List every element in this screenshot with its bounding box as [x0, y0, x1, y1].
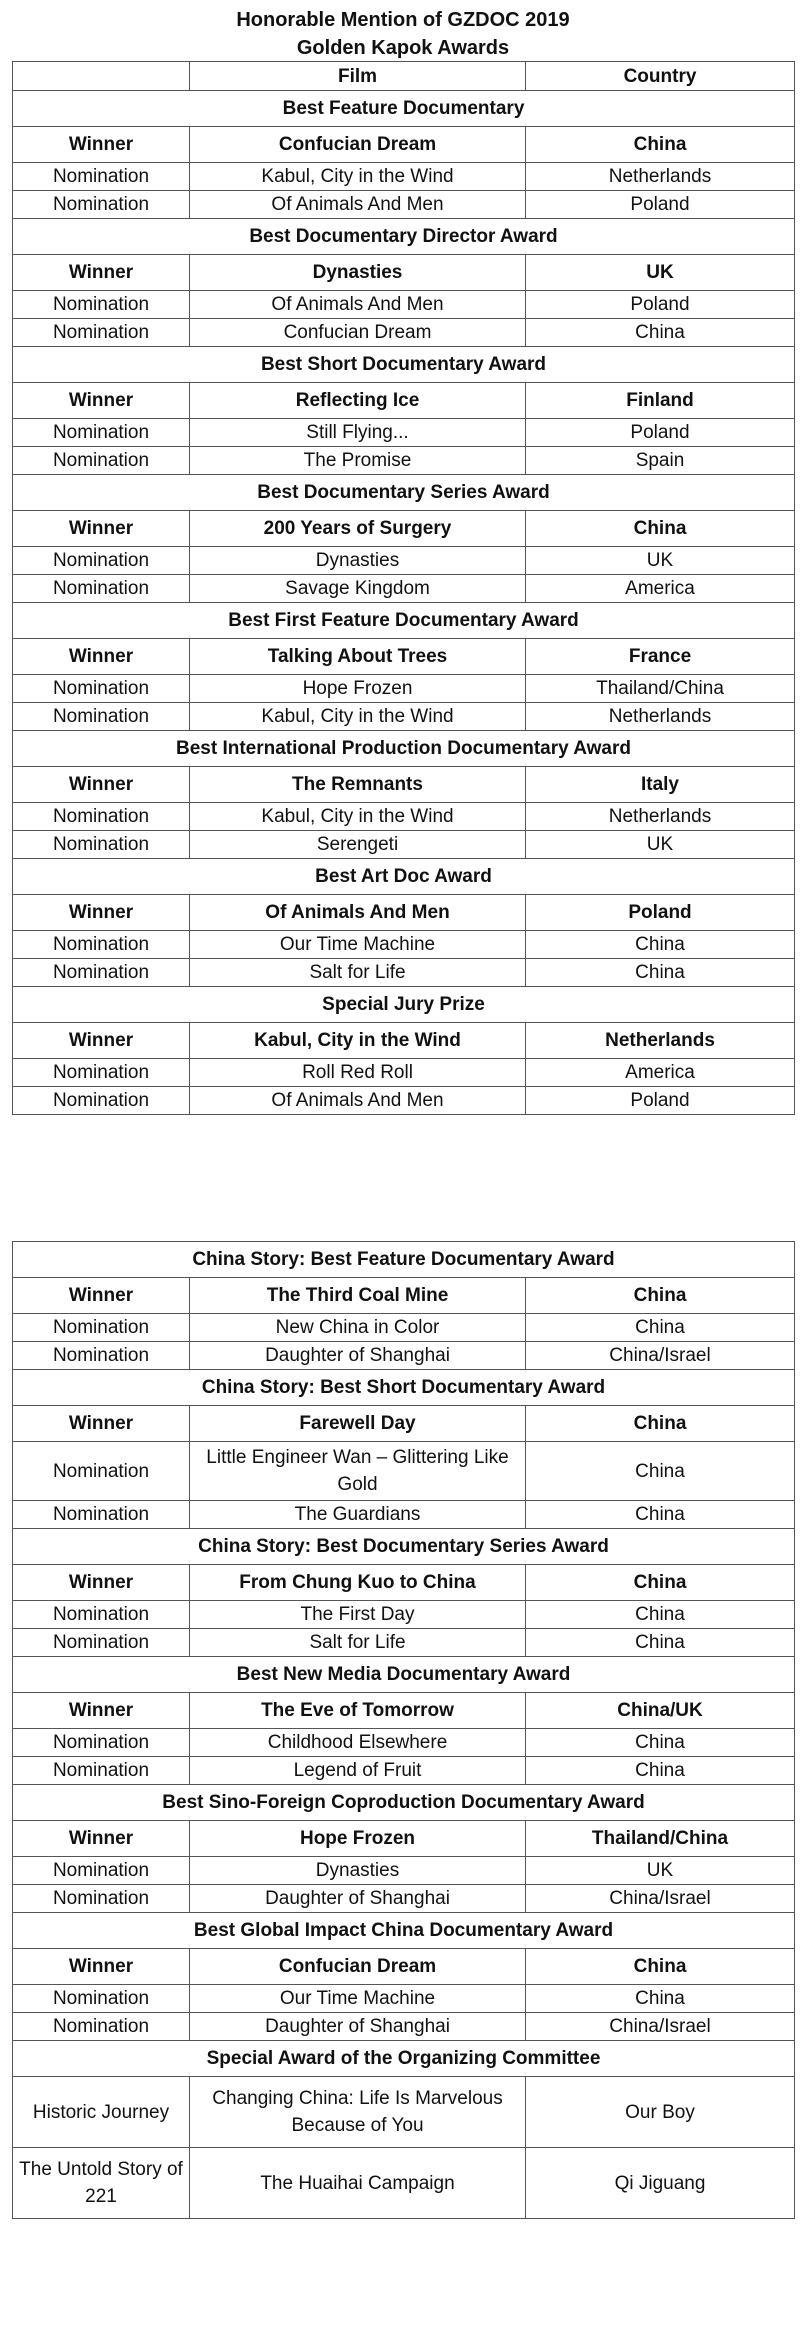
- category-title: Best Sino-Foreign Coproduction Documentary Award: [13, 1785, 795, 1821]
- special-award-row: [13, 2077, 795, 2148]
- role-cell: Nomination: [13, 1059, 190, 1087]
- country-cell: Netherlands: [526, 163, 795, 191]
- category-row: [13, 987, 795, 1023]
- winner-row: [13, 639, 795, 675]
- film-cell: The Guardians: [190, 1501, 526, 1529]
- film-cell: Of Animals And Men: [190, 1087, 526, 1115]
- nomination-row: [13, 703, 795, 731]
- film-cell: Of Animals And Men: [190, 291, 526, 319]
- film-cell: Confucian Dream: [190, 1949, 526, 1985]
- country-cell: America: [526, 1059, 795, 1087]
- category-title: Best International Production Documentary Award: [13, 731, 795, 767]
- role-cell: Nomination: [13, 163, 190, 191]
- role-cell: Nomination: [13, 1857, 190, 1885]
- country-cell: China: [526, 127, 795, 163]
- country-cell: China: [526, 1757, 795, 1785]
- category-row: [13, 1913, 795, 1949]
- country-cell: Poland: [526, 291, 795, 319]
- country-cell: China: [526, 1406, 795, 1442]
- role-cell: Nomination: [13, 1885, 190, 1913]
- special-award-cell: Changing China: Life Is Marvelous Because of You: [190, 2077, 526, 2148]
- nomination-row: [13, 191, 795, 219]
- country-cell: Poland: [526, 1087, 795, 1115]
- country-cell: China: [526, 511, 795, 547]
- category-title: Best Global Impact China Documentary Award: [13, 1913, 795, 1949]
- country-cell: America: [526, 575, 795, 603]
- role-cell: Nomination: [13, 1729, 190, 1757]
- film-cell: The Remnants: [190, 767, 526, 803]
- role-cell: Nomination: [13, 575, 190, 603]
- country-cell: Thailand/China: [526, 1821, 795, 1857]
- role-cell: Nomination: [13, 547, 190, 575]
- role-cell: Nomination: [13, 703, 190, 731]
- role-cell: Nomination: [13, 1442, 190, 1501]
- role-cell: Winner: [13, 127, 190, 163]
- country-cell: Finland: [526, 383, 795, 419]
- country-cell: China/Israel: [526, 1342, 795, 1370]
- nomination-row: [13, 319, 795, 347]
- special-award-cell: The Untold Story of 221: [13, 2148, 190, 2219]
- country-cell: Netherlands: [526, 1023, 795, 1059]
- role-cell: Nomination: [13, 675, 190, 703]
- role-cell: Nomination: [13, 959, 190, 987]
- film-cell: Childhood Elsewhere: [190, 1729, 526, 1757]
- category-row: [13, 603, 795, 639]
- country-cell: UK: [526, 1857, 795, 1885]
- category-row: [13, 859, 795, 895]
- role-cell: Winner: [13, 639, 190, 675]
- film-cell: Serengeti: [190, 831, 526, 859]
- category-title: Best First Feature Documentary Award: [13, 603, 795, 639]
- role-cell: Nomination: [13, 803, 190, 831]
- role-cell: Winner: [13, 1278, 190, 1314]
- nomination-row: [13, 1314, 795, 1342]
- country-cell: China: [526, 1601, 795, 1629]
- country-cell: China: [526, 1629, 795, 1657]
- country-cell: UK: [526, 255, 795, 291]
- category-row: [13, 219, 795, 255]
- country-cell: China/Israel: [526, 2013, 795, 2041]
- nomination-row: [13, 1629, 795, 1657]
- category-title: Best Art Doc Award: [13, 859, 795, 895]
- film-cell: The Eve of Tomorrow: [190, 1693, 526, 1729]
- role-cell: Nomination: [13, 447, 190, 475]
- role-cell: Nomination: [13, 1985, 190, 2013]
- role-cell: Winner: [13, 511, 190, 547]
- nomination-row: [13, 1985, 795, 2013]
- special-award-cell: Qi Jiguang: [526, 2148, 795, 2219]
- role-cell: Winner: [13, 1949, 190, 1985]
- category-title: Best New Media Documentary Award: [13, 1657, 795, 1693]
- film-cell: Kabul, City in the Wind: [190, 1023, 526, 1059]
- role-cell: Winner: [13, 1023, 190, 1059]
- country-cell: Netherlands: [526, 803, 795, 831]
- film-cell: Of Animals And Men: [190, 895, 526, 931]
- film-cell: Savage Kingdom: [190, 575, 526, 603]
- winner-row: [13, 127, 795, 163]
- film-cell: Dynasties: [190, 1857, 526, 1885]
- header-cell-country: Country: [526, 62, 795, 91]
- header-cell-film: Film: [190, 62, 526, 91]
- category-row: [13, 2041, 795, 2077]
- country-cell: Poland: [526, 895, 795, 931]
- film-cell: Legend of Fruit: [190, 1757, 526, 1785]
- nomination-row: [13, 291, 795, 319]
- role-cell: Nomination: [13, 1501, 190, 1529]
- role-cell: Nomination: [13, 419, 190, 447]
- awards-table-international: [12, 61, 795, 1115]
- category-title: Best Short Documentary Award: [13, 347, 795, 383]
- film-cell: Kabul, City in the Wind: [190, 703, 526, 731]
- nomination-row: [13, 931, 795, 959]
- country-cell: UK: [526, 547, 795, 575]
- film-cell: Hope Frozen: [190, 1821, 526, 1857]
- film-cell: Still Flying...: [190, 419, 526, 447]
- film-cell: Roll Red Roll: [190, 1059, 526, 1087]
- category-title: Special Award of the Organizing Committee: [13, 2041, 795, 2077]
- film-cell: Farewell Day: [190, 1406, 526, 1442]
- film-cell: Hope Frozen: [190, 675, 526, 703]
- role-cell: Winner: [13, 895, 190, 931]
- nomination-row: [13, 1342, 795, 1370]
- country-cell: China: [526, 1314, 795, 1342]
- winner-row: [13, 1949, 795, 1985]
- special-award-cell: Historic Journey: [13, 2077, 190, 2148]
- nomination-row: [13, 1857, 795, 1885]
- film-cell: Talking About Trees: [190, 639, 526, 675]
- role-cell: Winner: [13, 255, 190, 291]
- nomination-row: [13, 675, 795, 703]
- nomination-row: [13, 2013, 795, 2041]
- category-row: [13, 475, 795, 511]
- film-cell: The First Day: [190, 1601, 526, 1629]
- role-cell: Nomination: [13, 931, 190, 959]
- film-cell: Confucian Dream: [190, 319, 526, 347]
- country-cell: France: [526, 639, 795, 675]
- film-cell: Daughter of Shanghai: [190, 1342, 526, 1370]
- role-cell: Nomination: [13, 1314, 190, 1342]
- country-cell: Netherlands: [526, 703, 795, 731]
- page-subtitle: Golden Kapok Awards: [296, 37, 510, 59]
- category-row: [13, 731, 795, 767]
- role-cell: Nomination: [13, 1601, 190, 1629]
- film-cell: Little Engineer Wan – Glittering Like Gold: [190, 1442, 526, 1501]
- nomination-row: [13, 419, 795, 447]
- film-cell: Daughter of Shanghai: [190, 2013, 526, 2041]
- film-cell: Of Animals And Men: [190, 191, 526, 219]
- category-row: [13, 347, 795, 383]
- winner-row: [13, 511, 795, 547]
- film-cell: Dynasties: [190, 547, 526, 575]
- nomination-row: [13, 163, 795, 191]
- nomination-row: [13, 1059, 795, 1087]
- film-cell: Dynasties: [190, 255, 526, 291]
- country-cell: UK: [526, 831, 795, 859]
- category-title: China Story: Best Documentary Series Award: [13, 1529, 795, 1565]
- role-cell: Nomination: [13, 319, 190, 347]
- nomination-row: [13, 575, 795, 603]
- header-cell-role: [13, 62, 190, 91]
- category-title: Best Documentary Series Award: [13, 475, 795, 511]
- nomination-row: [13, 1729, 795, 1757]
- role-cell: Winner: [13, 1821, 190, 1857]
- film-cell: Our Time Machine: [190, 931, 526, 959]
- nomination-row: [13, 1442, 795, 1501]
- role-cell: Winner: [13, 767, 190, 803]
- role-cell: Nomination: [13, 2013, 190, 2041]
- film-cell: Reflecting Ice: [190, 383, 526, 419]
- country-cell: Poland: [526, 419, 795, 447]
- nomination-row: [13, 803, 795, 831]
- winner-row: [13, 1821, 795, 1857]
- role-cell: Nomination: [13, 1757, 190, 1785]
- role-cell: Nomination: [13, 291, 190, 319]
- special-award-cell: Our Boy: [526, 2077, 795, 2148]
- country-cell: China: [526, 1985, 795, 2013]
- film-cell: Salt for Life: [190, 959, 526, 987]
- film-cell: Kabul, City in the Wind: [190, 163, 526, 191]
- special-award-cell: The Huaihai Campaign: [190, 2148, 526, 2219]
- country-cell: China: [526, 1949, 795, 1985]
- winner-row: [13, 1023, 795, 1059]
- country-cell: China: [526, 1501, 795, 1529]
- winner-row: [13, 895, 795, 931]
- role-cell: Nomination: [13, 191, 190, 219]
- table-header-row: [13, 62, 795, 91]
- country-cell: China/UK: [526, 1693, 795, 1729]
- winner-row: [13, 1406, 795, 1442]
- category-title: Best Feature Documentary: [13, 91, 795, 127]
- nomination-row: [13, 1501, 795, 1529]
- film-cell: 200 Years of Surgery: [190, 511, 526, 547]
- film-cell: The Promise: [190, 447, 526, 475]
- category-row: [13, 1529, 795, 1565]
- nomination-row: [13, 1601, 795, 1629]
- nomination-row: [13, 1885, 795, 1913]
- winner-row: [13, 1278, 795, 1314]
- category-row: [13, 1785, 795, 1821]
- nomination-row: [13, 831, 795, 859]
- role-cell: Nomination: [13, 1629, 190, 1657]
- country-cell: China: [526, 1442, 795, 1501]
- country-cell: Poland: [526, 191, 795, 219]
- country-cell: China: [526, 931, 795, 959]
- page-title: Honorable Mention of GZDOC 2019: [236, 9, 570, 31]
- country-cell: China: [526, 1565, 795, 1601]
- role-cell: Winner: [13, 1565, 190, 1601]
- category-row: [13, 1657, 795, 1693]
- nomination-row: [13, 959, 795, 987]
- role-cell: Winner: [13, 1406, 190, 1442]
- film-cell: The Third Coal Mine: [190, 1278, 526, 1314]
- film-cell: Kabul, City in the Wind: [190, 803, 526, 831]
- category-title: Best Documentary Director Award: [13, 219, 795, 255]
- awards-table-china-story: [12, 1241, 795, 2219]
- role-cell: Nomination: [13, 1087, 190, 1115]
- nomination-row: [13, 547, 795, 575]
- category-row: [13, 1242, 795, 1278]
- country-cell: Thailand/China: [526, 675, 795, 703]
- special-award-row: [13, 2148, 795, 2219]
- category-title: Special Jury Prize: [13, 987, 795, 1023]
- nomination-row: [13, 1757, 795, 1785]
- nomination-row: [13, 447, 795, 475]
- role-cell: Winner: [13, 383, 190, 419]
- winner-row: [13, 255, 795, 291]
- winner-row: [13, 767, 795, 803]
- winner-row: [13, 383, 795, 419]
- category-row: [13, 1370, 795, 1406]
- category-title: China Story: Best Short Documentary Award: [13, 1370, 795, 1406]
- film-cell: Confucian Dream: [190, 127, 526, 163]
- film-cell: Daughter of Shanghai: [190, 1885, 526, 1913]
- country-cell: China: [526, 1729, 795, 1757]
- country-cell: Spain: [526, 447, 795, 475]
- film-cell: From Chung Kuo to China: [190, 1565, 526, 1601]
- country-cell: China: [526, 959, 795, 987]
- winner-row: [13, 1693, 795, 1729]
- category-title: China Story: Best Feature Documentary Award: [13, 1242, 795, 1278]
- category-row: [13, 91, 795, 127]
- country-cell: China: [526, 319, 795, 347]
- role-cell: Winner: [13, 1693, 190, 1729]
- country-cell: China: [526, 1278, 795, 1314]
- country-cell: China/Israel: [526, 1885, 795, 1913]
- film-cell: Our Time Machine: [190, 1985, 526, 2013]
- film-cell: Salt for Life: [190, 1629, 526, 1657]
- role-cell: Nomination: [13, 831, 190, 859]
- film-cell: New China in Color: [190, 1314, 526, 1342]
- country-cell: Italy: [526, 767, 795, 803]
- nomination-row: [13, 1087, 795, 1115]
- role-cell: Nomination: [13, 1342, 190, 1370]
- winner-row: [13, 1565, 795, 1601]
